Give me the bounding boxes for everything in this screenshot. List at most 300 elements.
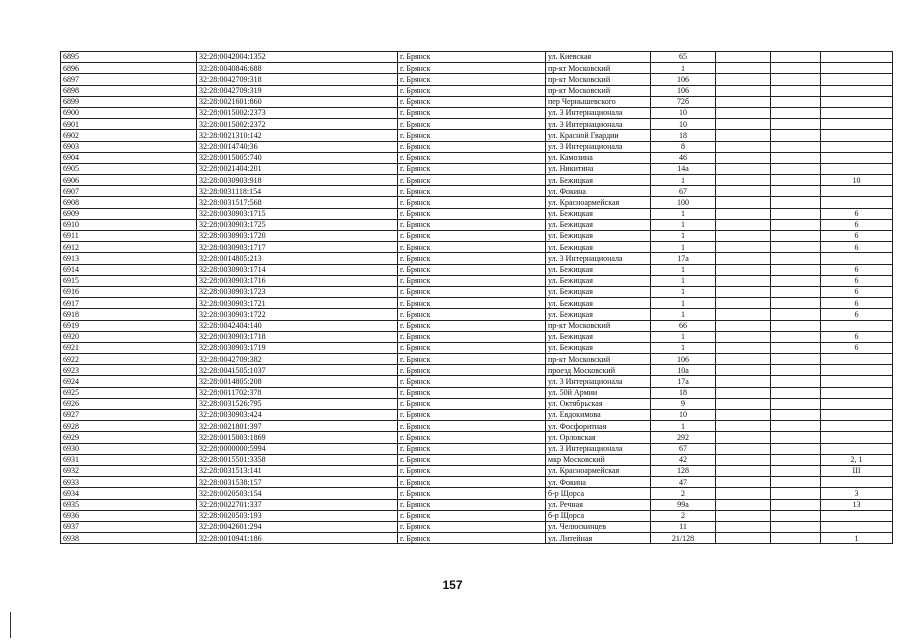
- cell-empty: [716, 298, 771, 309]
- cell-cadastral-number: 32:28:0031118:154: [197, 186, 398, 197]
- cell-apartment: 6: [821, 342, 893, 353]
- table-row: [61, 264, 893, 275]
- cell-apartment: [821, 320, 893, 331]
- cell-street: ул. 50й Армии: [546, 387, 651, 398]
- cell-empty: [716, 387, 771, 398]
- cell-empty: [771, 163, 821, 174]
- cell-street: ул. Бежицкая: [546, 309, 651, 320]
- cell-street: ул. 3 Интернационала: [546, 443, 651, 454]
- cell-empty: [771, 242, 821, 253]
- cell-apartment: [821, 521, 893, 532]
- cell-city: г. Брянск: [398, 443, 546, 454]
- table-row: [61, 465, 893, 476]
- cell-empty: [771, 186, 821, 197]
- table-row: [61, 197, 893, 208]
- table-row: [61, 163, 893, 174]
- table-row: [61, 521, 893, 532]
- cell-city: г. Брянск: [398, 488, 546, 499]
- cell-apartment: 6: [821, 208, 893, 219]
- cell-empty: [716, 96, 771, 107]
- cell-apartment: 6: [821, 275, 893, 286]
- cell-city: г. Брянск: [398, 298, 546, 309]
- table-row: [61, 219, 893, 230]
- cell-city: г. Брянск: [398, 354, 546, 365]
- cell-house-number: 1: [651, 421, 716, 432]
- cell-record-number: 6903: [61, 141, 197, 152]
- cell-apartment: 13: [821, 499, 893, 510]
- cell-city: г. Брянск: [398, 231, 546, 242]
- cell-record-number: 6910: [61, 219, 197, 230]
- cell-street: ул. Бежицкая: [546, 264, 651, 275]
- cell-street: ул. 3 Интернационала: [546, 253, 651, 264]
- cell-record-number: 6899: [61, 96, 197, 107]
- cell-record-number: 6905: [61, 163, 197, 174]
- cell-cadastral-number: 32:28:0021801:397: [197, 421, 398, 432]
- cell-record-number: 6895: [61, 52, 197, 63]
- cell-house-number: 1: [651, 219, 716, 230]
- cell-record-number: 6918: [61, 309, 197, 320]
- table-row: [61, 421, 893, 432]
- cell-record-number: 6931: [61, 454, 197, 465]
- cell-empty: [716, 521, 771, 532]
- cell-empty: [771, 264, 821, 275]
- cell-empty: [716, 119, 771, 130]
- cell-empty: [716, 533, 771, 544]
- cell-empty: [716, 163, 771, 174]
- cell-apartment: [821, 152, 893, 163]
- cell-cadastral-number: 32:28:0030903:1722: [197, 309, 398, 320]
- cell-empty: [771, 499, 821, 510]
- cell-empty: [771, 197, 821, 208]
- cell-street: ул. Никитина: [546, 163, 651, 174]
- cell-apartment: 6: [821, 242, 893, 253]
- cell-cadastral-number: 32:28:0030903:1715: [197, 208, 398, 219]
- cell-street: ул. Фосфоритная: [546, 421, 651, 432]
- cell-street: ул. Бежицкая: [546, 208, 651, 219]
- cell-empty: [716, 354, 771, 365]
- cell-street: ул. Красной Гвардии: [546, 130, 651, 141]
- cell-street: ул. Камозина: [546, 152, 651, 163]
- cell-street: ул. Бежицкая: [546, 175, 651, 186]
- cell-record-number: 6904: [61, 152, 197, 163]
- cell-apartment: 10: [821, 175, 893, 186]
- cell-house-number: 72б: [651, 96, 716, 107]
- cell-record-number: 6926: [61, 398, 197, 409]
- cell-street: ул. Бежицкая: [546, 231, 651, 242]
- cell-house-number: 66: [651, 320, 716, 331]
- cell-cadastral-number: 32:28:0042709:319: [197, 85, 398, 96]
- cell-street: ул. Бежицкая: [546, 298, 651, 309]
- cell-apartment: [821, 432, 893, 443]
- cell-empty: [771, 320, 821, 331]
- cell-house-number: 46: [651, 152, 716, 163]
- cell-house-number: 42: [651, 454, 716, 465]
- cell-apartment: [821, 477, 893, 488]
- cell-house-number: 10а: [651, 365, 716, 376]
- cell-house-number: 1: [651, 264, 716, 275]
- cell-city: г. Брянск: [398, 130, 546, 141]
- cell-empty: [771, 432, 821, 443]
- cell-empty: [716, 286, 771, 297]
- cell-street: пр-кт Московский: [546, 320, 651, 331]
- cell-apartment: [821, 52, 893, 63]
- cell-empty: [716, 432, 771, 443]
- cell-street: ул. Литейная: [546, 533, 651, 544]
- cell-apartment: 2, 1: [821, 454, 893, 465]
- cell-apartment: [821, 398, 893, 409]
- cell-street: ул. Фокина: [546, 186, 651, 197]
- cell-empty: [771, 219, 821, 230]
- cell-empty: [771, 342, 821, 353]
- table-row: [61, 119, 893, 130]
- cell-city: г. Брянск: [398, 197, 546, 208]
- cell-record-number: 6937: [61, 521, 197, 532]
- cell-empty: [771, 141, 821, 152]
- cell-house-number: 1: [651, 242, 716, 253]
- cell-house-number: 9: [651, 398, 716, 409]
- cell-empty: [771, 96, 821, 107]
- cell-street: пер Чернышевского: [546, 96, 651, 107]
- cell-city: г. Брянск: [398, 421, 546, 432]
- cell-house-number: 2: [651, 488, 716, 499]
- cell-cadastral-number: 32:28:0031538:157: [197, 477, 398, 488]
- cell-empty: [716, 365, 771, 376]
- cell-cadastral-number: 32:28:0021310:142: [197, 130, 398, 141]
- cell-empty: [716, 421, 771, 432]
- cell-apartment: 6: [821, 231, 893, 242]
- cell-empty: [716, 186, 771, 197]
- cell-apartment: [821, 354, 893, 365]
- cell-street: ул. Бежицкая: [546, 331, 651, 342]
- cell-house-number: 106: [651, 354, 716, 365]
- cell-record-number: 6915: [61, 275, 197, 286]
- cell-street: пр-кт Московский: [546, 354, 651, 365]
- table-row: [61, 432, 893, 443]
- cell-house-number: 65: [651, 52, 716, 63]
- cell-apartment: [821, 96, 893, 107]
- cell-record-number: 6925: [61, 387, 197, 398]
- cell-house-number: 128: [651, 465, 716, 476]
- cell-apartment: [821, 119, 893, 130]
- cell-city: г. Брянск: [398, 410, 546, 421]
- cell-street: ул. Красноармейская: [546, 197, 651, 208]
- cell-record-number: 6909: [61, 208, 197, 219]
- cell-street: ул. Орловская: [546, 432, 651, 443]
- table-row: [61, 63, 893, 74]
- cell-street: мкр Московский: [546, 454, 651, 465]
- cell-apartment: [821, 253, 893, 264]
- cell-cadastral-number: 32:28:0015501:3358: [197, 454, 398, 465]
- cell-record-number: 6911: [61, 231, 197, 242]
- cell-empty: [771, 465, 821, 476]
- cell-apartment: [821, 421, 893, 432]
- cell-empty: [716, 63, 771, 74]
- cell-cadastral-number: 32:28:0015003:1869: [197, 432, 398, 443]
- cell-apartment: 1: [821, 533, 893, 544]
- table-row: [61, 152, 893, 163]
- cell-house-number: 18: [651, 130, 716, 141]
- cell-cadastral-number: 32:28:0030903:1718: [197, 331, 398, 342]
- cell-empty: [716, 130, 771, 141]
- cell-empty: [771, 119, 821, 130]
- table-row: [61, 387, 893, 398]
- cell-street: ул. 3 Интернационала: [546, 376, 651, 387]
- cell-city: г. Брянск: [398, 286, 546, 297]
- cell-house-number: 67: [651, 186, 716, 197]
- cell-empty: [771, 130, 821, 141]
- cell-empty: [771, 421, 821, 432]
- cell-record-number: 6934: [61, 488, 197, 499]
- cell-house-number: 106: [651, 74, 716, 85]
- table-row: [61, 52, 893, 63]
- cell-empty: [716, 107, 771, 118]
- cell-empty: [771, 477, 821, 488]
- cell-house-number: 1: [651, 175, 716, 186]
- cell-empty: [716, 197, 771, 208]
- cell-house-number: 99а: [651, 499, 716, 510]
- cell-city: г. Брянск: [398, 152, 546, 163]
- cell-city: г. Брянск: [398, 119, 546, 130]
- cell-cadastral-number: 32:28:0042004:1352: [197, 52, 398, 63]
- cell-house-number: 1: [651, 231, 716, 242]
- cell-record-number: 6908: [61, 197, 197, 208]
- cell-record-number: 6896: [61, 63, 197, 74]
- cell-cadastral-number: 32:28:0010941:186: [197, 533, 398, 544]
- cell-empty: [771, 74, 821, 85]
- table-row: [61, 510, 893, 521]
- cell-empty: [771, 52, 821, 63]
- cell-record-number: 6924: [61, 376, 197, 387]
- cell-apartment: [821, 197, 893, 208]
- cell-house-number: 1: [651, 63, 716, 74]
- cell-house-number: 1: [651, 298, 716, 309]
- cell-empty: [716, 152, 771, 163]
- cell-record-number: 6935: [61, 499, 197, 510]
- cell-city: г. Брянск: [398, 398, 546, 409]
- table-row: [61, 410, 893, 421]
- cell-record-number: 6920: [61, 331, 197, 342]
- cell-record-number: 6936: [61, 510, 197, 521]
- cell-apartment: [821, 74, 893, 85]
- cell-apartment: [821, 107, 893, 118]
- cell-cadastral-number: 32:28:0020503:154: [197, 488, 398, 499]
- cell-empty: [716, 499, 771, 510]
- cell-house-number: 10: [651, 107, 716, 118]
- cell-record-number: 6928: [61, 421, 197, 432]
- cell-city: г. Брянск: [398, 376, 546, 387]
- cell-street: ул. Красноармейская: [546, 465, 651, 476]
- table-row: [61, 376, 893, 387]
- cell-cadastral-number: 32:28:0030903:1725: [197, 219, 398, 230]
- cell-empty: [716, 331, 771, 342]
- table-row: [61, 331, 893, 342]
- cell-cadastral-number: 32:28:0030903:1721: [197, 298, 398, 309]
- cell-empty: [771, 410, 821, 421]
- table-row: [61, 85, 893, 96]
- cell-apartment: [821, 85, 893, 96]
- cell-cadastral-number: 32:28:0042601:294: [197, 521, 398, 532]
- cell-empty: [771, 376, 821, 387]
- cell-record-number: 6901: [61, 119, 197, 130]
- margin-mark: [10, 612, 11, 638]
- cell-record-number: 6897: [61, 74, 197, 85]
- cell-street: ул. Бежицкая: [546, 219, 651, 230]
- cell-empty: [771, 331, 821, 342]
- table-row: [61, 320, 893, 331]
- cell-record-number: 6933: [61, 477, 197, 488]
- register-table-body: [61, 52, 893, 544]
- cell-empty: [716, 510, 771, 521]
- table-row: [61, 342, 893, 353]
- cell-apartment: [821, 63, 893, 74]
- cell-street: пр-кт Московский: [546, 85, 651, 96]
- cell-street: ул. 3 Интернационала: [546, 107, 651, 118]
- cell-empty: [716, 454, 771, 465]
- cell-cadastral-number: 32:28:0031517:568: [197, 197, 398, 208]
- cell-cadastral-number: 32:28:0031513:141: [197, 465, 398, 476]
- cell-empty: [716, 242, 771, 253]
- cell-city: г. Брянск: [398, 264, 546, 275]
- table-row: [61, 286, 893, 297]
- table-row: [61, 354, 893, 365]
- cell-city: г. Брянск: [398, 175, 546, 186]
- cell-apartment: 6: [821, 309, 893, 320]
- cell-city: г. Брянск: [398, 499, 546, 510]
- cell-house-number: 1: [651, 331, 716, 342]
- cell-city: г. Брянск: [398, 454, 546, 465]
- table-row: [61, 130, 893, 141]
- cell-empty: [771, 488, 821, 499]
- cell-apartment: 6: [821, 264, 893, 275]
- cell-empty: [716, 264, 771, 275]
- cell-city: г. Брянск: [398, 208, 546, 219]
- cell-empty: [771, 175, 821, 186]
- cell-apartment: 6: [821, 219, 893, 230]
- table-row: [61, 309, 893, 320]
- table-row: [61, 107, 893, 118]
- cell-cadastral-number: 32:28:0030903:918: [197, 175, 398, 186]
- cell-house-number: 1: [651, 286, 716, 297]
- cell-empty: [771, 253, 821, 264]
- table-row: [61, 533, 893, 544]
- cell-apartment: [821, 376, 893, 387]
- cell-house-number: 17а: [651, 376, 716, 387]
- cell-apartment: 6: [821, 298, 893, 309]
- cell-record-number: 6922: [61, 354, 197, 365]
- cell-empty: [716, 74, 771, 85]
- cell-cadastral-number: 32:28:0030903:424: [197, 410, 398, 421]
- cell-city: г. Брянск: [398, 309, 546, 320]
- cell-street: ул. Речная: [546, 499, 651, 510]
- cell-empty: [771, 286, 821, 297]
- table-row: [61, 275, 893, 286]
- cell-apartment: [821, 443, 893, 454]
- cell-city: г. Брянск: [398, 74, 546, 85]
- table-row: [61, 186, 893, 197]
- cell-cadastral-number: 32:28:0041505:1037: [197, 365, 398, 376]
- cell-empty: [771, 152, 821, 163]
- cell-empty: [716, 253, 771, 264]
- cell-record-number: 6932: [61, 465, 197, 476]
- cell-cadastral-number: 32:28:0030903:1716: [197, 275, 398, 286]
- cell-city: г. Брянск: [398, 365, 546, 376]
- cell-cadastral-number: 32:28:0042709:318: [197, 74, 398, 85]
- cell-city: г. Брянск: [398, 107, 546, 118]
- cell-empty: [771, 85, 821, 96]
- cell-street: б-р Щорса: [546, 488, 651, 499]
- cell-empty: [771, 231, 821, 242]
- table-row: [61, 96, 893, 107]
- cell-empty: [716, 309, 771, 320]
- cell-cadastral-number: 32:28:0042404:140: [197, 320, 398, 331]
- table-row: [61, 175, 893, 186]
- cell-street: ул. 3 Интернационала: [546, 141, 651, 152]
- cell-record-number: 6923: [61, 365, 197, 376]
- cell-record-number: 6930: [61, 443, 197, 454]
- cell-record-number: 6912: [61, 242, 197, 253]
- cell-city: г. Брянск: [398, 331, 546, 342]
- cell-cadastral-number: 32:28:0042709:382: [197, 354, 398, 365]
- cell-cadastral-number: 32:28:0022701:337: [197, 499, 398, 510]
- cell-street: пр-кт Московский: [546, 63, 651, 74]
- cell-cadastral-number: 32:28:0011702:378: [197, 387, 398, 398]
- cell-apartment: [821, 141, 893, 152]
- cell-city: г. Брянск: [398, 96, 546, 107]
- table-row: [61, 443, 893, 454]
- table-row: [61, 141, 893, 152]
- cell-cadastral-number: 32:28:0030903:1723: [197, 286, 398, 297]
- cell-apartment: [821, 387, 893, 398]
- cell-street: ул. Фокина: [546, 477, 651, 488]
- cell-city: г. Брянск: [398, 52, 546, 63]
- cell-empty: [716, 477, 771, 488]
- cell-city: г. Брянск: [398, 521, 546, 532]
- cell-apartment: [821, 365, 893, 376]
- cell-house-number: 100: [651, 197, 716, 208]
- table-row: [61, 477, 893, 488]
- table-row: [61, 231, 893, 242]
- cell-house-number: 2: [651, 510, 716, 521]
- cell-house-number: 17а: [651, 253, 716, 264]
- cell-empty: [716, 175, 771, 186]
- cell-apartment: [821, 510, 893, 521]
- cell-city: г. Брянск: [398, 163, 546, 174]
- cell-house-number: 8: [651, 141, 716, 152]
- cell-street: проезд Московский: [546, 365, 651, 376]
- cell-empty: [716, 275, 771, 286]
- cell-record-number: 6927: [61, 410, 197, 421]
- cell-empty: [771, 521, 821, 532]
- table-row: [61, 499, 893, 510]
- cell-record-number: 6900: [61, 107, 197, 118]
- cell-cadastral-number: 32:28:0014805:213: [197, 253, 398, 264]
- cell-empty: [771, 107, 821, 118]
- cell-house-number: 18: [651, 387, 716, 398]
- cell-house-number: 1: [651, 342, 716, 353]
- cell-street: ул. Бежицкая: [546, 275, 651, 286]
- cell-empty: [716, 320, 771, 331]
- cell-apartment: 6: [821, 331, 893, 342]
- cell-cadastral-number: 32:28:0030903:1717: [197, 242, 398, 253]
- cell-apartment: III: [821, 465, 893, 476]
- cell-apartment: [821, 186, 893, 197]
- cell-empty: [716, 231, 771, 242]
- cell-record-number: 6921: [61, 342, 197, 353]
- cell-cadastral-number: 32:28:0015005:740: [197, 152, 398, 163]
- table-row: [61, 208, 893, 219]
- cell-apartment: [821, 130, 893, 141]
- cell-empty: [771, 63, 821, 74]
